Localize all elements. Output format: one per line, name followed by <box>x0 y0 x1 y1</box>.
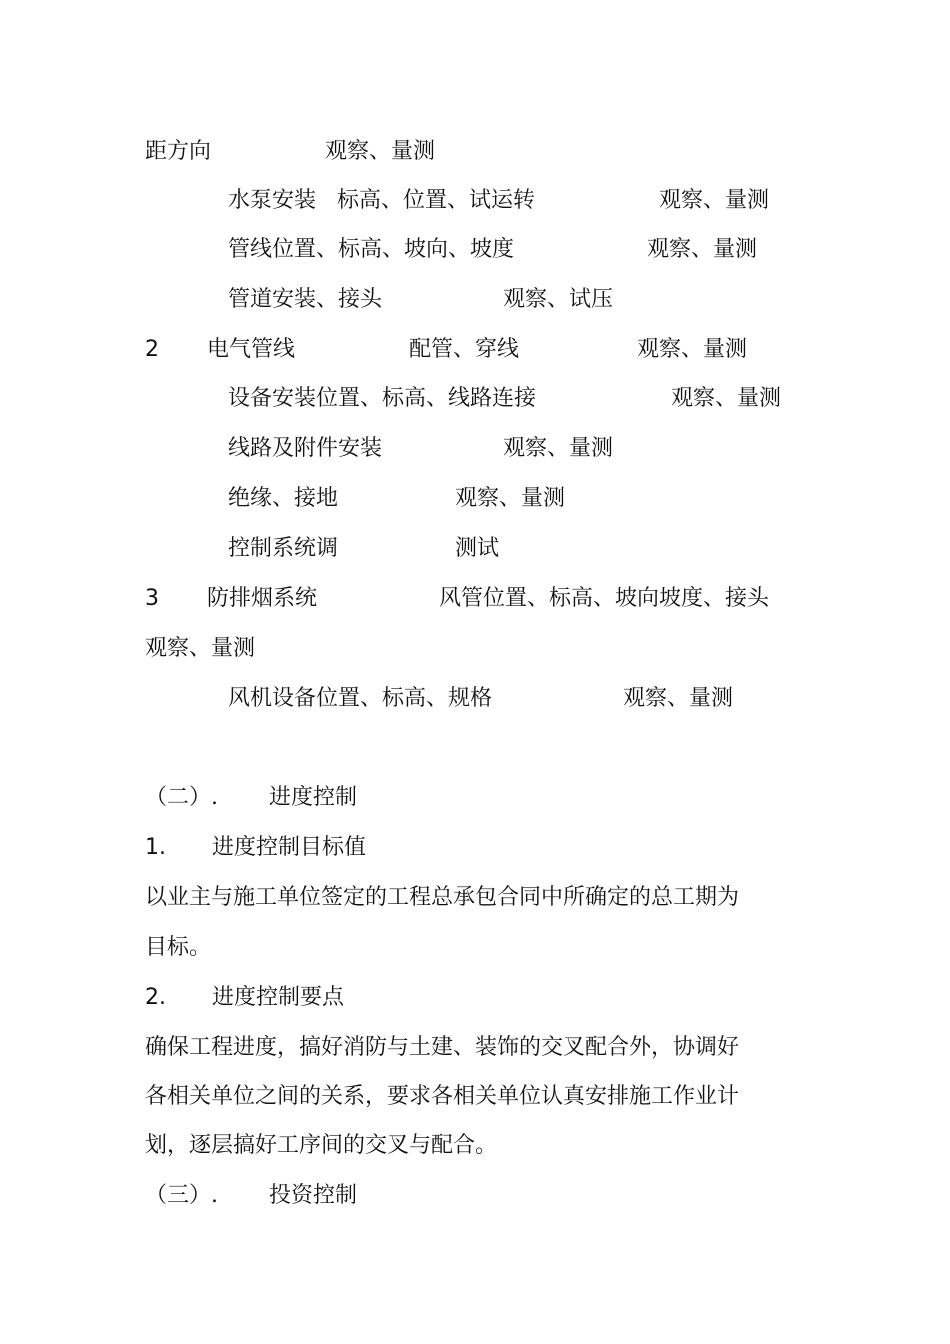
item-text: 防排烟系统 <box>207 586 318 611</box>
item-text: 绝缘、接地 <box>228 486 339 511</box>
check-text: 配管、穿线 <box>409 337 520 362</box>
method-text: 观察、量测 <box>145 636 256 661</box>
text-line <box>0 235 950 265</box>
subsection-title: 进度控制目标值 <box>212 835 367 860</box>
subsection-number: 1. <box>145 835 166 860</box>
item-text: 电气管线 <box>207 337 296 362</box>
item-text: 距方向 <box>145 139 212 164</box>
method-text: 测试 <box>455 536 500 561</box>
section-heading <box>0 783 950 813</box>
item-number: 3 <box>145 586 159 611</box>
paragraph-line <box>0 883 950 913</box>
text-line <box>0 684 950 714</box>
item-text: 水泵安装 <box>228 188 317 213</box>
subsection-title: 进度控制要点 <box>212 985 345 1010</box>
item-text: 线路及附件安装 <box>228 436 383 461</box>
text-line <box>0 335 950 365</box>
section-number: （三）. <box>145 1183 218 1208</box>
paragraph-text: 以业主与施工单位签定的工程总承包合同中所确定的总工期为 <box>145 885 740 910</box>
text-line <box>0 285 950 315</box>
text-line <box>0 137 950 167</box>
text-line <box>0 534 950 564</box>
paragraph-text: 划，逐层搞好工序间的交叉与配合。 <box>145 1133 498 1158</box>
text-line <box>0 484 950 514</box>
text-line <box>0 584 950 614</box>
item-number: 2 <box>145 337 159 362</box>
subsection-number: 2. <box>145 985 166 1010</box>
section-heading <box>0 1181 950 1211</box>
method-text: 观察、试压 <box>503 287 614 312</box>
check-text: 标高、位置、试运转 <box>337 188 536 213</box>
paragraph-text: 目标。 <box>145 935 212 960</box>
item-text: 管线位置、标高、坡向、坡度 <box>228 237 515 262</box>
section-title: 进度控制 <box>269 785 358 810</box>
subsection-heading <box>0 833 950 863</box>
paragraph-line <box>0 933 950 963</box>
method-text: 观察、量测 <box>671 386 782 411</box>
item-text: 风机设备位置、标高、规格 <box>228 686 493 711</box>
method-text: 观察、量测 <box>659 188 770 213</box>
item-text: 管道安装、接头 <box>228 287 383 312</box>
method-text: 观察、量测 <box>325 139 436 164</box>
paragraph-line <box>0 1033 950 1063</box>
section-number: （二）. <box>145 785 218 810</box>
subsection-heading <box>0 983 950 1013</box>
text-line <box>0 634 950 664</box>
paragraph-line <box>0 1082 950 1112</box>
paragraph-text: 确保工程进度，搞好消防与土建、装饰的交叉配合外，协调好 <box>145 1035 740 1060</box>
method-text: 观察、量测 <box>637 337 748 362</box>
method-text: 观察、量测 <box>455 486 566 511</box>
text-line <box>0 384 950 414</box>
text-line <box>0 186 950 216</box>
method-text: 观察、量测 <box>623 686 734 711</box>
paragraph-text: 各相关单位之间的关系，要求各相关单位认真安排施工作业计 <box>145 1084 740 1109</box>
item-text: 控制系统调 <box>228 536 339 561</box>
method-text: 观察、量测 <box>503 436 614 461</box>
paragraph-line <box>0 1131 950 1161</box>
method-text: 观察、量测 <box>647 237 758 262</box>
item-text: 设备安装位置、标高、线路连接 <box>228 386 537 411</box>
check-text: 风管位置、标高、坡向坡度、接头 <box>439 586 770 611</box>
text-line <box>0 434 950 464</box>
section-title: 投资控制 <box>269 1183 358 1208</box>
